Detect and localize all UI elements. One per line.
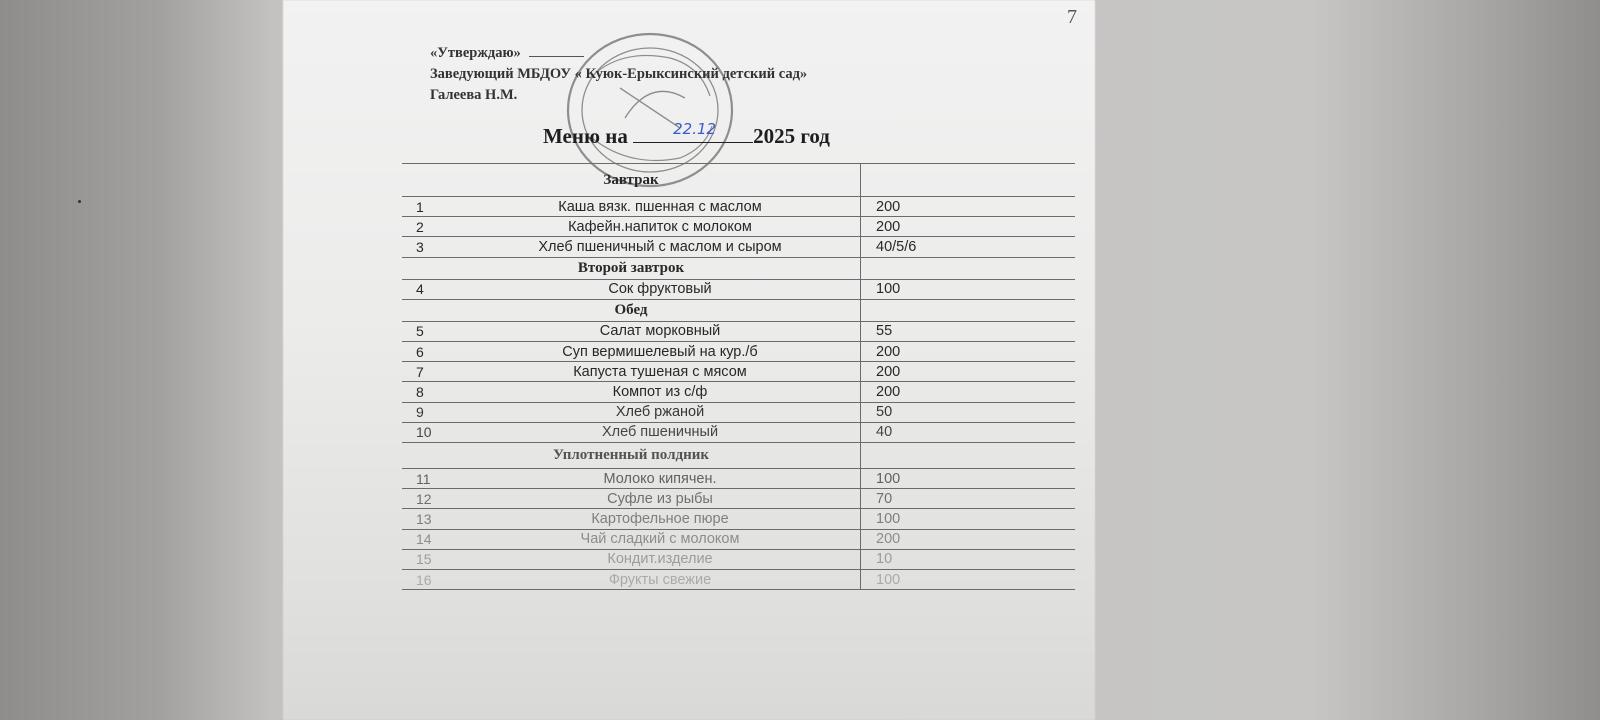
section-title: Второй завтрок [577,259,685,276]
item-name: Салат морковный [599,323,721,340]
item-name: Кондит.изделие [607,551,713,568]
menu-item-row [402,280,1075,300]
menu-title [543,120,830,149]
section-title: Уплотненный полдник [552,447,710,463]
item-name: Картофельное пюре [591,510,729,527]
section-title: Завтрак [603,171,659,188]
menu-item-row [402,403,1075,423]
item-name: Хлеб пшеничный с маслом и сыром [538,238,782,255]
item-number: 14 [416,531,432,548]
menu-item-row [402,489,1075,509]
menu-item-row [402,217,1075,237]
corner-mark: 7 [1067,6,1077,28]
item-quantity: 200 [860,382,1075,401]
speck [78,200,81,203]
item-name: Суфле из рыбы [607,490,713,507]
section-row [402,163,1075,197]
item-number: 13 [416,510,432,527]
item-quantity: 55 [860,322,1075,341]
approval-block [430,43,807,106]
item-name: Капуста тушеная с мясом [573,363,747,380]
item-quantity: 200 [860,197,1075,216]
menu-item-row [402,509,1075,529]
approval-heading: «Утверждаю» [430,45,521,61]
menu-item-row [402,469,1075,489]
menu-item-row [402,423,1075,443]
item-quantity: 200 [860,362,1075,381]
menu-item-row [402,237,1075,257]
signature-line [529,56,584,57]
item-number: 4 [416,281,424,298]
item-quantity: 100 [860,509,1075,528]
menu-item-row [402,530,1075,550]
menu-item-row [402,550,1075,570]
title-suffix: 2025 год [753,124,830,148]
item-number: 9 [416,404,424,421]
item-quantity: 100 [860,280,1075,299]
approval-position: Заведующий МБДОУ « Куюк-Ерыксинский детский сад» [430,66,808,82]
menu-item-row [402,570,1075,590]
item-number: 8 [416,383,424,400]
item-quantity: 50 [860,403,1075,422]
item-name: Фрукты свежие [608,571,712,588]
item-name: Суп вермишелевый на кур./б [562,343,758,360]
item-number: 15 [416,551,432,568]
section-row [402,443,1075,469]
section-qty-cell [860,164,1075,196]
item-number: 11 [416,470,431,487]
item-name: Чай сладкий с молоком [580,531,740,548]
section-qty-cell [860,258,1075,279]
item-name: Хлеб ржаной [615,404,705,421]
section-qty-cell [860,443,1075,468]
item-name: Компот из с/ф [612,383,708,400]
item-quantity: 40/5/6 [860,237,1075,256]
section-title: Обед [614,301,648,318]
item-quantity: 100 [860,570,1075,589]
section-row [402,258,1075,280]
title-prefix: Меню на [543,124,628,148]
item-name: Каша вязк. пшенная с маслом [558,198,762,215]
item-number: 10 [416,424,432,441]
item-quantity: 10 [860,550,1075,569]
item-name: Хлеб пшеничный [601,424,719,441]
menu-item-row [402,382,1075,402]
item-number: 2 [416,218,424,235]
menu-item-row [402,362,1075,382]
item-number: 12 [416,490,432,507]
item-number: 3 [416,238,424,255]
item-name: Сок фруктовый [608,281,712,298]
item-quantity: 200 [860,342,1075,361]
date-blank [633,120,753,143]
item-number: 7 [416,363,424,380]
item-name: Молоко кипячен. [603,470,717,487]
handwritten-date: 22.12 [673,120,717,138]
item-quantity: 40 [860,423,1075,442]
item-quantity: 200 [860,530,1075,549]
item-number: 1 [416,198,424,215]
item-quantity: 200 [860,217,1075,236]
menu-item-row [402,342,1075,362]
item-number: 16 [416,571,432,588]
item-quantity: 70 [860,489,1075,508]
approval-name: Галеева Н.М. [430,87,518,103]
item-quantity: 100 [860,469,1075,488]
menu-item-row [402,322,1075,342]
menu-item-row [402,197,1075,217]
section-row [402,300,1075,322]
item-number: 6 [416,343,424,360]
section-qty-cell [860,300,1075,321]
item-name: Кафейн.напиток с молоком [568,218,752,235]
item-number: 5 [416,323,424,340]
